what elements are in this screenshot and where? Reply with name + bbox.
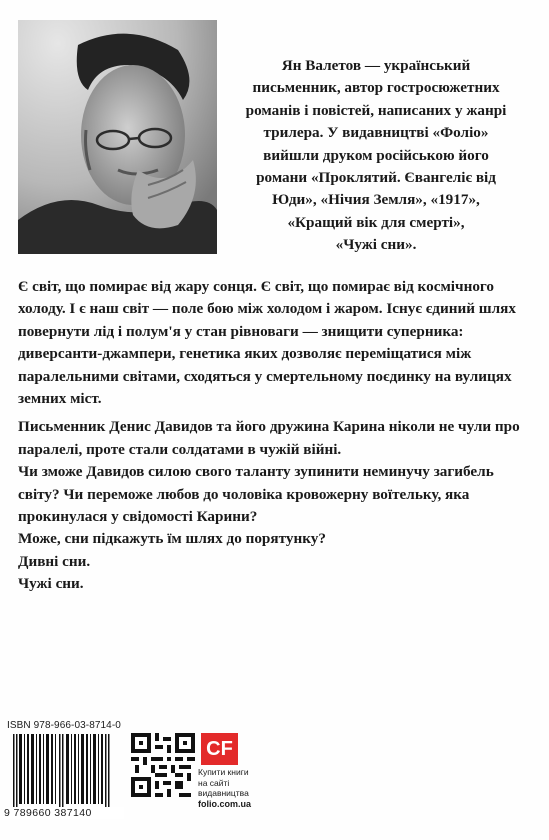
isbn-label: ISBN 978-966-03-8714-0 [7, 720, 121, 731]
author-photo [18, 20, 217, 254]
publisher-caption [198, 767, 258, 809]
blurb-paragraph: Дивні сни. [18, 552, 91, 570]
author-portrait-image [18, 20, 217, 254]
blurb-paragraph: Чужі сни. [18, 575, 84, 593]
publisher-logo: CF [201, 733, 238, 765]
book-blurb [18, 276, 531, 596]
qr-code-image [131, 733, 195, 797]
barcode [7, 734, 121, 818]
blurb-paragraph: Може, сни підкажуть їм шлях до порятунку? [18, 530, 326, 548]
caption-line: видавництва [198, 788, 249, 798]
blurb-paragraph: Письменник Денис Давидов та його дружина Карина ніколи не чули про паралелі, проте стали солдатами в чужій війні. [18, 418, 520, 458]
barcode-digits: 9 789660 387140 [4, 807, 124, 819]
caption-line: Купити книги [198, 767, 249, 777]
blurb-paragraph: Чи зможе Давидов силою свого таланту зупинити неминучу загибель світу? Чи переможе любов до чоловіка кровожерну воїтельку, яка прокинулася у свідомості Карини? [18, 463, 494, 526]
author-bio: Ян Валетов — український письменник, автор гостросюжетних романів і повістей, написаних у жанрі трилера. У видавництві «Фоліо» вийшли друком російською його романи «Проклятий. Євангеліє від Юди», «Нічия Земля», «1917», «Кращий вік для смерті», «Чужі сни». [245, 57, 507, 254]
blurb-paragraph: Є світ, що помирає від жару сонця. Є світ, що помирає від космічного холоду. І є наш світ — поле бою між холодом і жаром. Існує єдиний шлях повернути лід і полум'я у стан рівноваги — знищити суперника: диверсанти-джампери, генетика яких дозволяє переміщатися між паралельними світами, сходяться у смертельному поєдинку на вулицях земних міст. [18, 278, 516, 408]
barcode-bars-image [7, 734, 121, 808]
qr-code[interactable] [131, 733, 195, 797]
caption-line: на сайті [198, 777, 230, 788]
publisher-website[interactable]: folio.com.ua [198, 798, 252, 809]
